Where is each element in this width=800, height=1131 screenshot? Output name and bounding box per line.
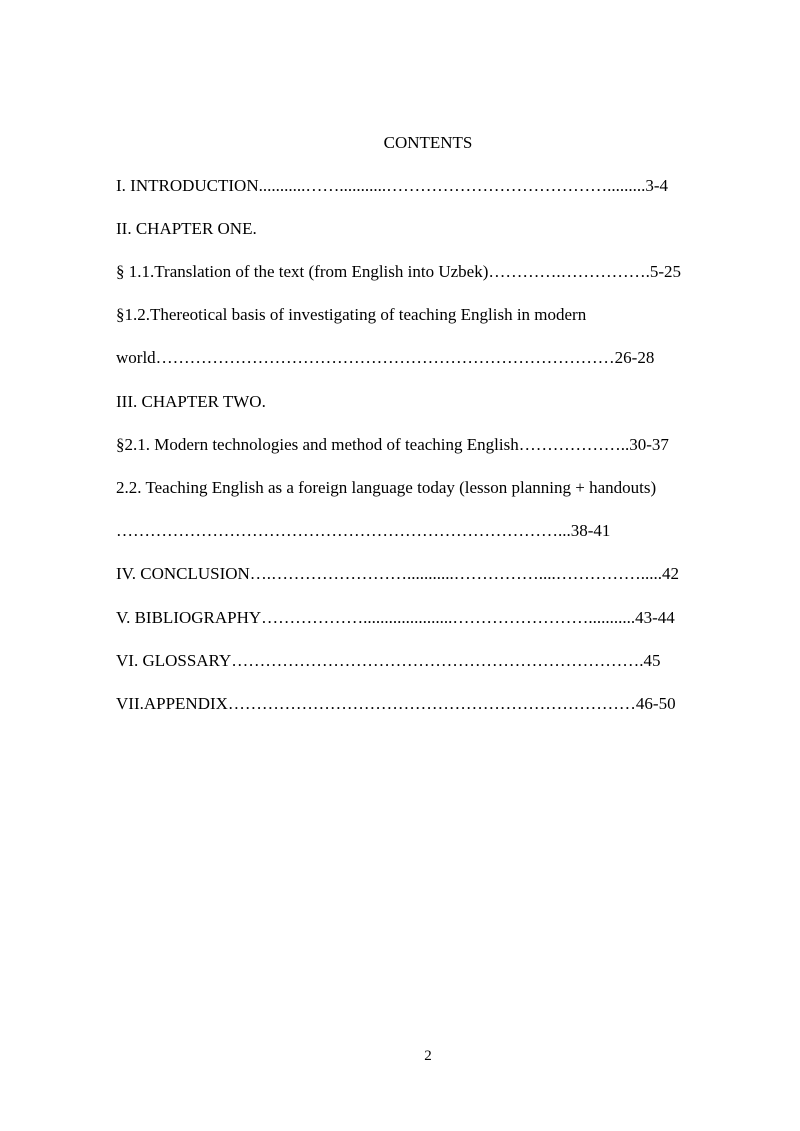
toc-entry-introduction: I. INTRODUCTION...........……...........………………………………….........3-4 [116, 176, 669, 195]
toc-entry-section-1-2: §1.2.Thereotical basis of investigating of teaching English in modern [116, 305, 587, 324]
toc-entry-conclusion: IV. CONCLUSION….……………………...........……………....…………….....42 [116, 564, 680, 583]
toc-entry-section-2-2-continued: ……………………………………………………………………...38-41 [116, 521, 611, 540]
toc-entry-bibliography: V. BIBLIOGRAPHY……………….....................……………………...........43-44 [116, 608, 675, 627]
toc-entry-section-1-1: § 1.1.Translation of the text (from English into Uzbek)………….…………….5-25 [116, 262, 682, 281]
toc-entry-section-1-2-continued: world………………………………………………………………………26-28 [116, 348, 655, 367]
page-number: 2 [424, 1048, 432, 1064]
contents-heading: CONTENTS [383, 133, 473, 152]
toc-entry-section-2-1: §2.1. Modern technologies and method of teaching English………………..30-37 [116, 435, 669, 454]
toc-entry-appendix: VII.APPENDIX………………………………………………………………46-50 [116, 694, 676, 713]
toc-entry-glossary: VI. GLOSSARY……………………………………………………………….45 [116, 651, 661, 670]
toc-entry-chapter-two: III. CHAPTER TWO. [116, 392, 266, 411]
toc-entry-section-2-2: 2.2. Teaching English as a foreign language today (lesson planning + handouts) [116, 478, 657, 497]
toc-entry-chapter-one: II. CHAPTER ONE. [116, 219, 257, 238]
